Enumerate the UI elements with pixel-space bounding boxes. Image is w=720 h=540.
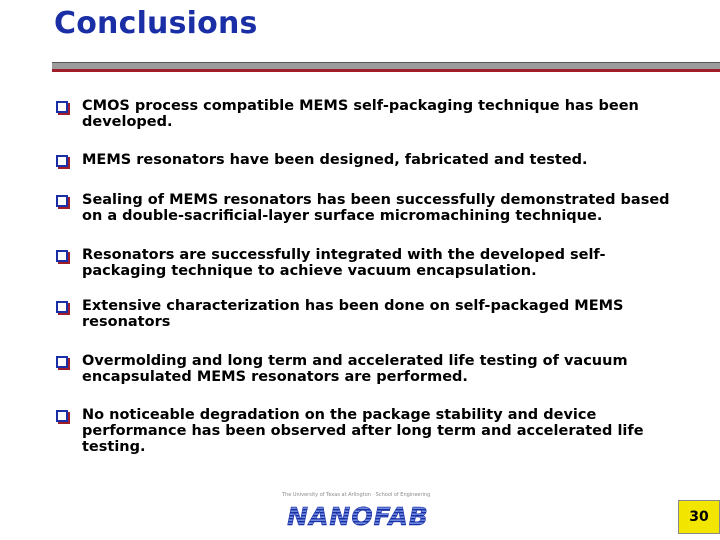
list-item <box>56 247 696 279</box>
bullet-text: CMOS process compatible MEMS self-packaging technique has been developed. <box>82 98 639 130</box>
checkbox-bullet-icon <box>56 250 68 262</box>
list-item <box>56 407 696 455</box>
bullet-text: Resonators are successfully integrated with the developed self-packaging technique to achieve vacuum encapsulation. <box>82 247 606 279</box>
checkbox-bullet-icon <box>56 195 68 207</box>
bullet-text: No noticeable degradation on the package stability and device performance has been observed after long term and accelerated life testing. <box>82 407 644 455</box>
list-item <box>56 192 696 224</box>
checkbox-bullet-icon <box>56 356 68 368</box>
checkbox-bullet-icon <box>56 155 68 167</box>
bullet-text: MEMS resonators have been designed, fabricated and tested. <box>82 152 588 168</box>
list-item <box>56 298 696 330</box>
slide-title: Conclusions <box>54 6 258 41</box>
bullet-text: Extensive characterization has been done on self-packaged MEMS resonators <box>82 298 624 330</box>
title-divider-accent <box>52 69 720 72</box>
nanofab-logo-text: NANOFAB <box>287 502 429 530</box>
page-number: 30 <box>678 500 720 534</box>
list-item <box>56 353 696 385</box>
checkbox-bullet-icon <box>56 101 68 113</box>
bullet-text: Overmolding and long term and accelerated life testing of vacuum encapsulated MEMS resonators are performed. <box>82 353 628 385</box>
list-item <box>56 152 696 168</box>
checkbox-bullet-icon <box>56 301 68 313</box>
title-divider <box>52 62 720 69</box>
bullet-text: Sealing of MEMS resonators has been successfully demonstrated based on a double-sacrificial-layer surface micromachining technique. <box>82 192 670 224</box>
checkbox-bullet-icon <box>56 410 68 422</box>
footer-caption: The University of Texas at Arlington · School of Engineering <box>282 492 431 498</box>
nanofab-logo <box>276 500 440 530</box>
list-item <box>56 98 696 130</box>
